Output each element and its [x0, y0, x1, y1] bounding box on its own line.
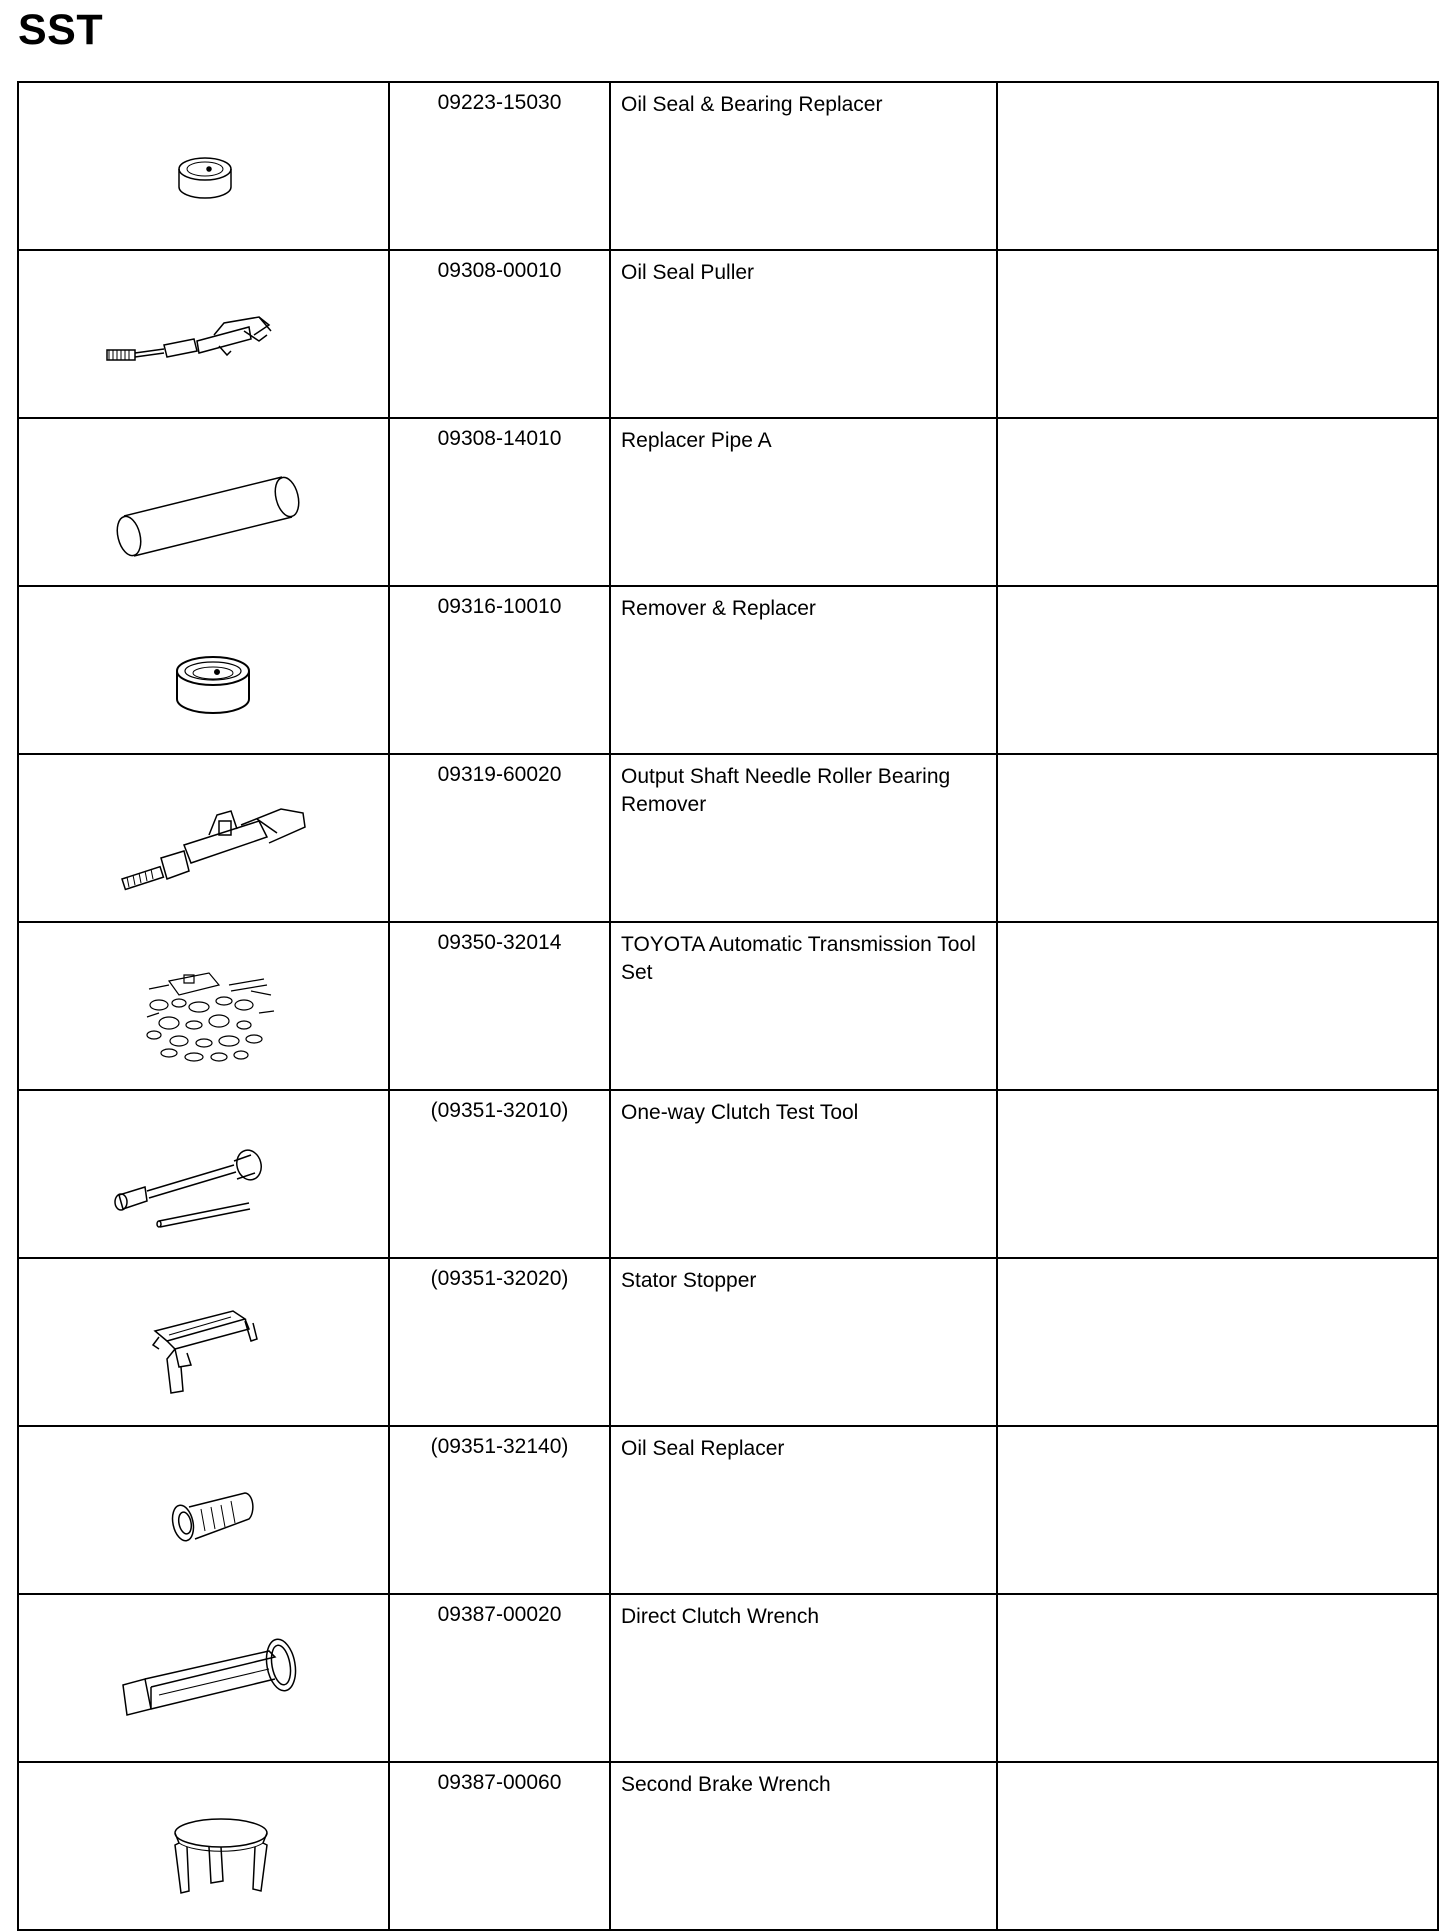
pipe-icon [19, 419, 390, 579]
tool-name: TOYOTA Automatic Transmission Tool Set [610, 922, 997, 1090]
part-number: 09387-00020 [389, 1594, 610, 1762]
clutch-wrench-icon [19, 1595, 390, 1755]
tool-note [997, 1426, 1438, 1594]
tool-note [997, 1090, 1438, 1258]
part-number: (09351-32140) [389, 1426, 610, 1594]
tool-image-cell [18, 250, 389, 418]
bearing-remover-icon [19, 755, 390, 915]
tool-note [997, 250, 1438, 418]
tool-note [997, 922, 1438, 1090]
tool-name: Stator Stopper [610, 1258, 997, 1426]
tool-note [997, 586, 1438, 754]
test-tool-icon [19, 1091, 390, 1251]
tool-note [997, 1762, 1438, 1930]
tool-image-cell [18, 82, 389, 250]
tool-name: Replacer Pipe A [610, 418, 997, 586]
part-number: 09316-10010 [389, 586, 610, 754]
tool-name: One-way Clutch Test Tool [610, 1090, 997, 1258]
tool-image-cell [18, 1426, 389, 1594]
tool-name: Output Shaft Needle Roller Bearing Remover [610, 754, 997, 922]
table-row [18, 250, 1438, 418]
table-row [18, 1594, 1438, 1762]
part-number: 09387-00060 [389, 1762, 610, 1930]
replacer-cup-icon [19, 83, 390, 243]
part-number: (09351-32020) [389, 1258, 610, 1426]
table-row [18, 1762, 1438, 1930]
part-number: 09308-14010 [389, 418, 610, 586]
tool-image-cell [18, 1090, 389, 1258]
part-number: (09351-32010) [389, 1090, 610, 1258]
part-number: 09350-32014 [389, 922, 610, 1090]
tool-note [997, 1258, 1438, 1426]
tool-name: Direct Clutch Wrench [610, 1594, 997, 1762]
tool-set-icon [19, 923, 390, 1083]
tool-image-cell [18, 1594, 389, 1762]
tool-image-cell [18, 1762, 389, 1930]
slide-hammer-puller-icon [19, 251, 390, 411]
table-row [18, 82, 1438, 250]
table-row [18, 922, 1438, 1090]
part-number: 09319-60020 [389, 754, 610, 922]
tool-name: Oil Seal Replacer [610, 1426, 997, 1594]
brake-wrench-icon [19, 1763, 390, 1923]
tool-name: Remover & Replacer [610, 586, 997, 754]
tool-note [997, 82, 1438, 250]
page-title: SST [18, 6, 104, 54]
stator-stopper-icon [19, 1259, 390, 1419]
table-row [18, 418, 1438, 586]
part-number: 09308-00010 [389, 250, 610, 418]
tool-note [997, 1594, 1438, 1762]
tool-name: Oil Seal Puller [610, 250, 997, 418]
tool-image-cell [18, 1258, 389, 1426]
table-row [18, 1258, 1438, 1426]
tool-name: Oil Seal & Bearing Replacer [610, 82, 997, 250]
tool-image-cell [18, 922, 389, 1090]
table-row [18, 586, 1438, 754]
table-row [18, 1426, 1438, 1594]
part-number: 09223-15030 [389, 82, 610, 250]
oil-seal-replacer-icon [19, 1427, 390, 1587]
ring-remover-icon [19, 587, 390, 747]
table-row [18, 754, 1438, 922]
tool-note [997, 754, 1438, 922]
tool-image-cell [18, 418, 389, 586]
table-row [18, 1090, 1438, 1258]
tool-name: Second Brake Wrench [610, 1762, 997, 1930]
tool-image-cell [18, 586, 389, 754]
sst-table [17, 81, 1439, 1931]
tool-image-cell [18, 754, 389, 922]
tool-note [997, 418, 1438, 586]
